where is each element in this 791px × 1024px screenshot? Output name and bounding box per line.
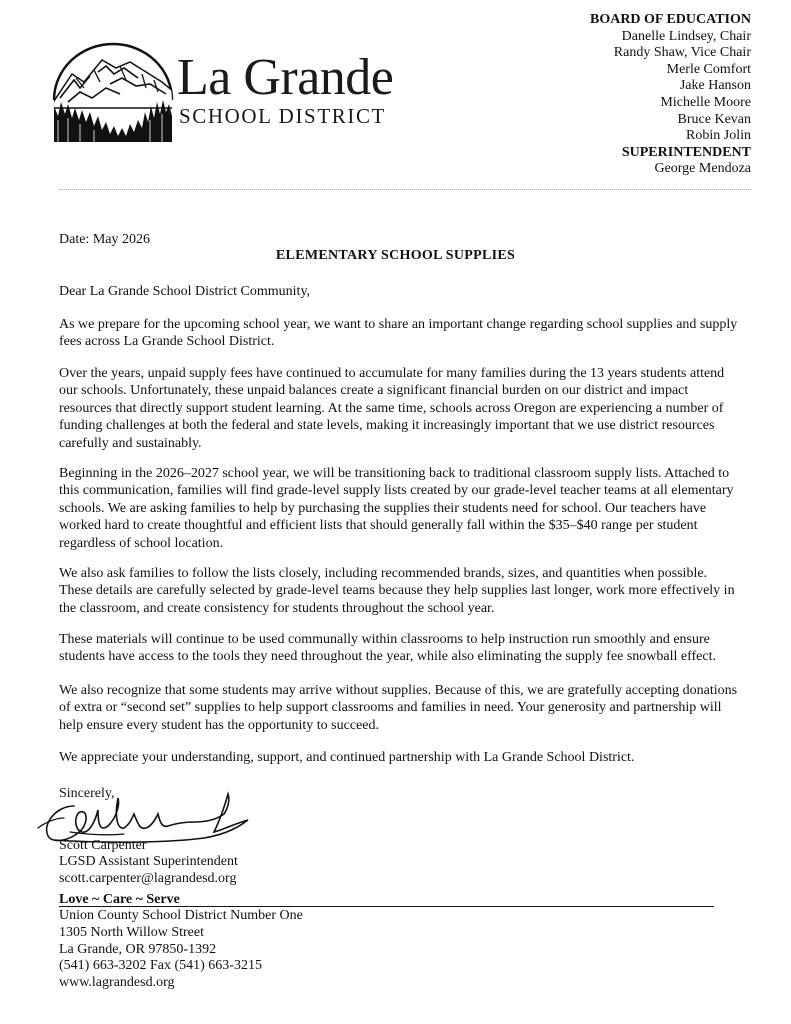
- logo-district-name: La Grande: [177, 49, 394, 106]
- footer-street: 1305 North Willow Street: [59, 924, 204, 940]
- paragraph-line: students have access to the tools they need throughout the year, while also eliminating the supply fee snowball effect.: [59, 649, 717, 665]
- paragraph-line: the classroom, and create consistency for students throughout the school year.: [59, 600, 495, 616]
- board-member: Jake Hanson: [679, 78, 751, 94]
- paragraph-line: carefully and sustainably.: [59, 435, 202, 451]
- board-of-education: [590, 12, 751, 178]
- signer-title: LGSD Assistant Superintendent: [59, 854, 238, 869]
- paragraph-line: fees across La Grande School District.: [59, 334, 275, 350]
- paragraph-line: As we prepare for the upcoming school year, we want to share an important change regarding school supplies and supply: [59, 317, 738, 332]
- paragraph-line: We also recognize that some students may arrive without supplies. Because of this, we are gratefully accepting donations: [59, 683, 738, 698]
- paragraph-5: [59, 631, 759, 666]
- paragraph-line: resources that directly support student learning. At the same time, schools across Oregon are experiencing a number of: [59, 400, 724, 416]
- paragraph-line: We also ask families to follow the lists closely, including recommended brands, sizes, and quantities when possible.: [59, 566, 708, 581]
- board-heading: BOARD OF EDUCATION: [589, 12, 751, 27]
- paragraph-6: [59, 682, 759, 734]
- paragraph-line: schools. We are asking families to help by purchasing the supplies their students need for school. Our teachers have: [59, 500, 707, 516]
- footer-district-name: Union County School District Number One: [59, 908, 303, 923]
- letter-salutation: Dear La Grande School District Community,: [59, 284, 311, 299]
- district-logo: [50, 38, 410, 148]
- paragraph-3: [59, 465, 759, 552]
- paragraph-line: of extra or “second set” supplies to help support classrooms and families in need. Your generosity and partnership will: [59, 700, 722, 716]
- mountain-emblem-icon: [50, 38, 175, 143]
- footer-website-link[interactable]: www.lagrandesd.org: [59, 975, 175, 991]
- header-divider: [60, 189, 751, 190]
- superintendent-heading: SUPERINTENDENT: [621, 144, 751, 160]
- paragraph-line: our schools. Unfortunately, these unpaid balances create a significant financial burden on our district and impact: [59, 383, 689, 399]
- superintendent-name: George Mendoza: [654, 161, 751, 177]
- paragraph-7: [59, 749, 759, 766]
- board-member: Danelle Lindsey, Chair: [621, 28, 751, 44]
- district-contact: [59, 908, 303, 992]
- paragraph-line: help ensure every student has the opportunity to succeed.: [59, 717, 379, 733]
- paragraph-2: [59, 365, 759, 452]
- letter-closing: Sincerely,: [59, 786, 115, 801]
- paragraph-line: worked hard to create thoughtful and efficient lists that should generally fall within the $35–$40 range per student: [59, 518, 698, 534]
- board-member: Randy Shaw, Vice Chair: [613, 45, 751, 61]
- paragraph-4: [59, 565, 759, 617]
- footer-phone: (541) 663-3202 Fax (541) 663-3215: [59, 958, 262, 974]
- paragraph-1: [59, 316, 759, 351]
- paragraph-line: These details are carefully selected by grade-level teams because they help supplies last longer, work more effectively in: [59, 583, 735, 599]
- paragraph-line: funding challenges at both the federal and state levels, making it increasingly important that we use district resources: [59, 418, 715, 434]
- footer-rule: [59, 906, 714, 907]
- paragraph-line: These materials will continue to be used communally within classrooms to help instruction run smoothly and ensure: [59, 632, 710, 647]
- board-member: Merle Comfort: [666, 61, 751, 77]
- letter-date: Date: May 2026: [59, 232, 150, 247]
- paragraph-line: We appreciate your understanding, support, and continued partnership with La Grande School District.: [59, 750, 635, 765]
- signer-name: Scott Carpenter: [59, 838, 147, 853]
- paragraph-line: this communication, families will find grade-level supply lists created by our grade-level teacher teams at all elementary: [59, 483, 734, 499]
- paragraph-line: Beginning in the 2026–2027 school year, we will be transitioning back to traditional classroom supply lists. Attached to: [59, 466, 730, 481]
- signer-email[interactable]: scott.carpenter@lagrandesd.org: [59, 871, 237, 886]
- board-member: Robin Jolin: [686, 128, 751, 144]
- logo-district-subtitle: SCHOOL DISTRICT: [179, 104, 386, 128]
- board-member: Michelle Moore: [660, 94, 751, 110]
- district-motto: Love ~ Care ~ Serve: [59, 892, 180, 907]
- letter-subject: ELEMENTARY SCHOOL SUPPLIES: [275, 248, 516, 263]
- paragraph-line: regardless of school location.: [59, 535, 224, 551]
- paragraph-line: Over the years, unpaid supply fees have continued to accumulate for many families during the 13 years students attend: [59, 366, 725, 381]
- footer-city: La Grande, OR 97850-1392: [59, 941, 217, 957]
- board-member: Bruce Kevan: [677, 111, 751, 127]
